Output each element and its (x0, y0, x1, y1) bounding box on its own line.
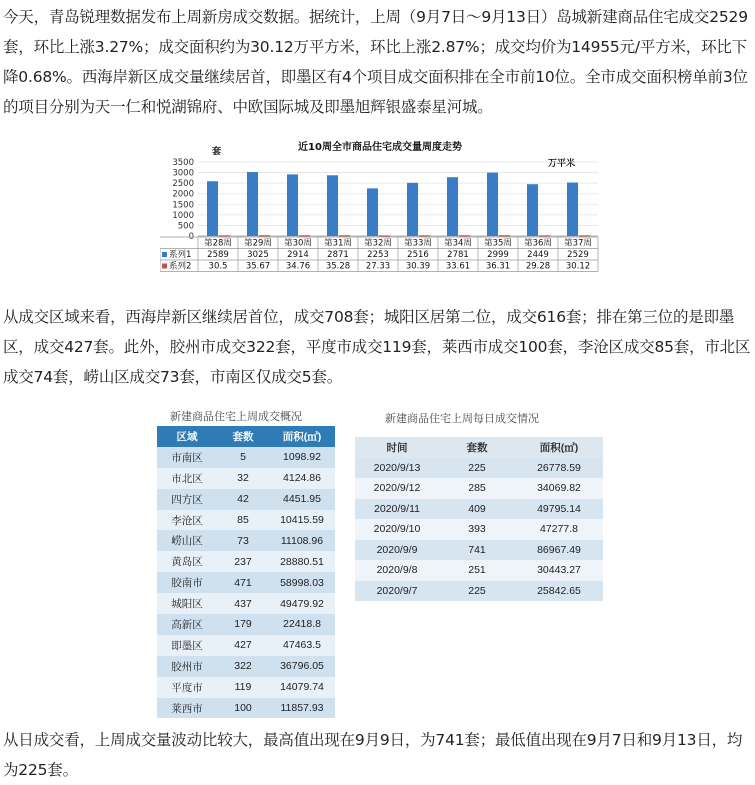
bar-series2 (379, 235, 390, 236)
table-cell: 黄岛区 (157, 551, 217, 572)
x-tick-label: 第33周 (404, 238, 432, 249)
data-label-series1: 3025 (247, 250, 269, 260)
table-cell: 58998.03 (269, 572, 335, 593)
column-header: 面积(㎡) (515, 437, 603, 458)
table-cell: 2020/9/9 (355, 540, 439, 561)
table-row (157, 468, 335, 489)
table-cell: 李沧区 (157, 510, 217, 531)
table-cell: 322 (217, 656, 269, 677)
table-cell: 11108.96 (269, 530, 335, 551)
table-cell: 5 (217, 447, 269, 468)
table-cell: 城阳区 (157, 593, 217, 614)
legend-entry: 系列2 (169, 261, 192, 272)
bar-series2 (259, 235, 270, 236)
table-row (157, 635, 335, 656)
table-row (157, 614, 335, 635)
y-tick-label: 1500 (172, 200, 194, 211)
table-cell: 741 (439, 540, 515, 561)
weekly-sales-chart (160, 136, 600, 282)
table-row (157, 593, 335, 614)
table-cell: 26778.59 (515, 458, 603, 479)
data-label-series1: 2449 (527, 250, 549, 260)
table-cell: 427 (217, 635, 269, 656)
table-cell: 胶南市 (157, 572, 217, 593)
table-cell: 251 (439, 560, 515, 581)
table-row (355, 478, 603, 499)
table-cell: 119 (217, 677, 269, 698)
table-cell: 4451.95 (269, 489, 335, 510)
table-cell: 30443.27 (515, 560, 603, 581)
data-label-series2: 36.31 (485, 261, 511, 272)
data-label-series1: 2871 (327, 250, 349, 260)
bar-series1 (407, 183, 418, 236)
table-cell: 36796.05 (269, 656, 335, 677)
bar-series2 (219, 235, 230, 236)
column-header: 套数 (217, 426, 269, 447)
table-cell: 平度市 (157, 677, 217, 698)
data-label-series2: 30.5 (208, 261, 228, 272)
intro-paragraph: 今天，青岛锐理数据发布上周新房成交数据。据统计，上周（9月7日～9月13日）岛城新建商品住宅成交2529套，环比上涨3.27%；成交面积约为30.12万平方米，环比上涨2.87%；成交均价为14955元/平方米，环比下降0.68%。西海岸新区成交量继续居首，即墨区有4个项目成交面积排在全市前10位。全市成交面积榜单前3位的项目分别为天一仁和悦湖锦府、中欧国际城及即墨旭辉银盛泰星河城。 (3, 8, 748, 116)
table-cell: 即墨区 (157, 635, 217, 656)
bar-series1 (327, 175, 338, 236)
y-tick-label: 3000 (172, 168, 194, 179)
data-label-series1: 2529 (567, 250, 589, 260)
table-row (355, 519, 603, 540)
data-label-series2: 29.28 (525, 261, 551, 272)
table-cell: 47277.8 (515, 519, 603, 540)
table-cell: 4124.86 (269, 468, 335, 489)
table-cell: 409 (439, 499, 515, 520)
table-row (355, 499, 603, 520)
y-tick-label: 3500 (172, 158, 194, 168)
x-tick-label: 第36周 (524, 238, 552, 249)
district-paragraph: 从成交区域来看，西海岸新区继续居首位，成交708套；城阳区居第二位，成交616套；排在第三位的是即墨区，成交427套。此外，胶州市成交322套，平度市成交119套，莱西市成交100套，李沧区成交85套，市北区成交74套，崂山区成交73套，市南区仅成交5套。 (3, 308, 751, 386)
table-cell: 393 (439, 519, 515, 540)
bar-series1 (287, 174, 298, 236)
table-cell: 胶州市 (157, 656, 217, 677)
table-cell: 179 (217, 614, 269, 635)
table-cell: 市北区 (157, 468, 217, 489)
table-cell: 莱西市 (157, 698, 217, 719)
table-header-row (157, 426, 335, 447)
table-cell: 237 (217, 551, 269, 572)
table2-title: 新建商品住宅上周每日成交情况 (385, 412, 539, 425)
table-row (157, 572, 335, 593)
bar-series1 (447, 177, 458, 236)
data-label-series1: 2999 (487, 250, 509, 260)
chart-title: 近10周全市商品住宅成交量周度走势 (298, 142, 462, 153)
x-tick-label: 第37周 (564, 238, 592, 249)
right-unit-label: 万平米 (548, 159, 576, 169)
table-cell: 32 (217, 468, 269, 489)
y-tick-label: 2000 (172, 189, 194, 200)
table-cell: 85 (217, 510, 269, 531)
table-cell: 49479.92 (269, 593, 335, 614)
left-unit-label: 套 (212, 147, 222, 157)
y-tick-label: 500 (177, 221, 194, 232)
table-cell: 2020/9/8 (355, 560, 439, 581)
bar-series1 (367, 188, 378, 236)
x-tick-label: 第35周 (484, 238, 512, 249)
column-header: 区域 (157, 426, 217, 447)
bar-series1 (247, 172, 258, 236)
table-row (157, 677, 335, 698)
data-label-series1: 2589 (207, 250, 229, 260)
table-cell: 2020/9/11 (355, 499, 439, 520)
y-tick-label: 2500 (172, 179, 194, 190)
table-header-row (355, 437, 603, 458)
table-row (157, 530, 335, 551)
x-tick-label: 第31周 (324, 238, 352, 249)
table-cell: 崂山区 (157, 530, 217, 551)
bar-series2 (299, 235, 310, 236)
chart-svg (160, 136, 600, 282)
table1-title: 新建商品住宅上周成交概况 (170, 410, 302, 423)
data-label-series2: 34.76 (285, 261, 311, 272)
bar-series1 (487, 173, 498, 236)
table-cell: 14079.74 (269, 677, 335, 698)
table-cell: 28880.51 (269, 551, 335, 572)
table-cell: 285 (439, 478, 515, 499)
daily-paragraph: 从日成交看，上周成交量波动比较大，最高值出现在9月9日，为741套；最低值出现在9月7日和9月13日，均为225套。 (3, 731, 743, 779)
table-cell: 22418.8 (269, 614, 335, 635)
table-row (157, 510, 335, 531)
bar-series2 (339, 235, 350, 236)
column-header: 面积(㎡) (269, 426, 335, 447)
table-cell: 47463.5 (269, 635, 335, 656)
data-label-series1: 2253 (367, 250, 389, 260)
table-cell: 100 (217, 698, 269, 719)
x-tick-label: 第29周 (244, 238, 272, 249)
y-tick-label: 0 (188, 232, 194, 242)
table-row (355, 581, 603, 602)
table-cell: 11857.93 (269, 698, 335, 719)
table-cell: 1098.92 (269, 447, 335, 468)
table-row (355, 540, 603, 561)
bar-series1 (567, 183, 578, 236)
legend-swatch (162, 252, 167, 257)
table-cell: 225 (439, 581, 515, 602)
data-label-series2: 30.12 (565, 261, 591, 272)
bar-series1 (207, 181, 218, 236)
table-cell: 42 (217, 489, 269, 510)
table-row (355, 560, 603, 581)
table-cell: 高新区 (157, 614, 217, 635)
table-cell: 73 (217, 530, 269, 551)
table-row (157, 698, 335, 719)
column-header: 套数 (439, 437, 515, 458)
legend-entry: 系列1 (169, 250, 192, 260)
table-row (157, 656, 335, 677)
data-label-series2: 35.28 (325, 261, 351, 272)
data-label-series2: 27.33 (365, 261, 391, 272)
table-cell: 49795.14 (515, 499, 603, 520)
daily-sales-table (355, 437, 603, 601)
table-cell: 2020/9/13 (355, 458, 439, 479)
column-header: 时间 (355, 437, 439, 458)
x-tick-label: 第28周 (204, 238, 232, 249)
bar-series2 (459, 235, 470, 236)
district-summary-table (157, 426, 335, 718)
bar-series1 (527, 184, 538, 236)
table-cell: 25842.65 (515, 581, 603, 602)
bar-series2 (499, 235, 510, 236)
table-row (157, 447, 335, 468)
table-cell: 34069.82 (515, 478, 603, 499)
table-cell: 四方区 (157, 489, 217, 510)
y-tick-label: 1000 (172, 210, 194, 221)
table-cell: 2020/9/7 (355, 581, 439, 602)
table-row (157, 551, 335, 572)
bar-series2 (539, 235, 550, 236)
bar-series2 (419, 235, 430, 236)
table-cell: 471 (217, 572, 269, 593)
x-tick-label: 第32周 (364, 238, 392, 249)
table-cell: 市南区 (157, 447, 217, 468)
table-cell: 10415.59 (269, 510, 335, 531)
x-tick-label: 第34周 (444, 238, 472, 249)
data-label-series2: 33.61 (445, 261, 471, 272)
table-cell: 86967.49 (515, 540, 603, 561)
legend-swatch (162, 264, 167, 269)
x-tick-label: 第30周 (284, 238, 312, 249)
table-row (157, 489, 335, 510)
table-row (355, 458, 603, 479)
data-label-series2: 35.67 (245, 261, 271, 272)
table-cell: 2020/9/10 (355, 519, 439, 540)
data-label-series1: 2516 (407, 250, 429, 260)
data-label-series1: 2914 (287, 250, 309, 260)
table-cell: 225 (439, 458, 515, 479)
data-label-series1: 2781 (447, 250, 469, 260)
bar-series2 (579, 235, 590, 236)
table-cell: 2020/9/12 (355, 478, 439, 499)
table-cell: 437 (217, 593, 269, 614)
data-label-series2: 30.39 (405, 261, 431, 272)
